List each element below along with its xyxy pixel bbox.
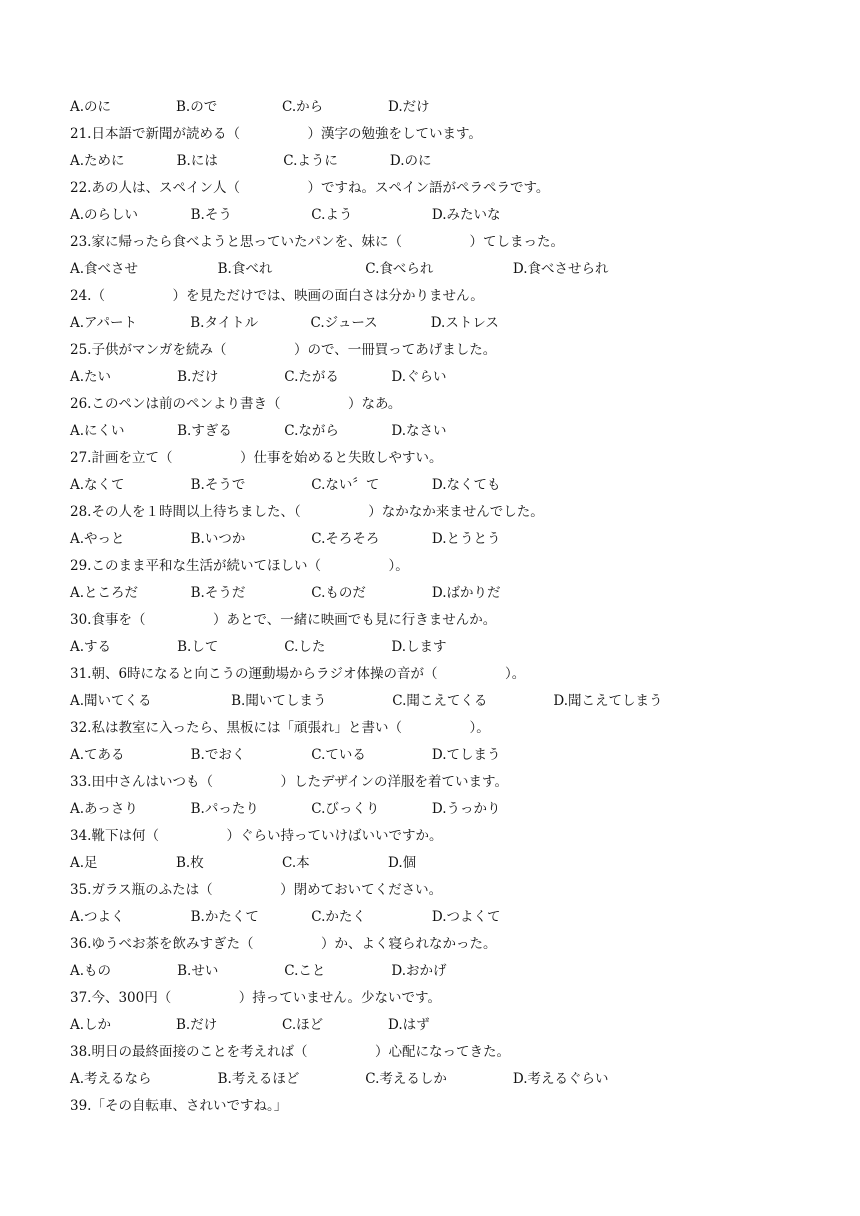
answer-option-b: B.そうだ [190,585,246,601]
answer-option-b: B.聞いてしまう [231,693,327,709]
answer-option-c: C.ている [311,747,366,763]
answer-option-b: B.ので [176,99,218,115]
answer-option-b: B.かたくて [190,909,259,925]
answer-option-b: B.そうで [190,477,246,493]
answer-option-c: C.よう [311,207,353,223]
question-text: 35.ガラス瓶のふたは（ ）閉めておいてください。 [70,882,443,898]
answer-option-a: A.足 [70,855,98,871]
answer-option-c: C.こと [284,963,326,979]
answer-option-d: D.のに [389,153,432,169]
answer-option-c: C.かたく [311,909,366,925]
question-text: 39.「その自転車、されいですね。」 [70,1098,288,1114]
question-text: 28.その人を１時間以上待ちました、（ ）なかなか来ませんでした。 [70,504,544,520]
answer-option-d: D.考えるぐらい [512,1071,609,1087]
question-text: 33.田中さんはいつも（ ）したデザインの洋服を着ています。 [70,774,508,790]
question-text: 34.靴下は何（ ）ぐらい持っていけばいいですか。 [70,828,443,844]
answer-option-d: D.だけ [388,99,430,115]
answer-option-d: D.聞こえてしまう [553,693,663,709]
answer-option-b: B.枚 [176,855,204,871]
answer-option-a: A.もの [70,963,112,979]
answer-option-b: B.そう [190,207,232,223]
answer-option-d: D.します [391,639,447,655]
answer-option-a: A.する [70,639,112,655]
answer-option-c: C.そろそろ [311,531,380,547]
answer-option-d: D.個 [388,855,417,871]
question-text: 29.このまま平和な生活が続いてほしい（ ）。 [70,558,409,574]
answer-option-d: D.ストレス [430,315,499,331]
answer-option-c: C.ほど [282,1017,324,1033]
question-text: 27.計画を立て（ ）仕事を始めると失敗しやすい。 [70,450,443,466]
answer-option-a: A.のらしい [70,207,139,223]
answer-option-d: D.ばかりだ [431,585,501,601]
answer-option-c: C.ように [283,153,338,169]
answer-option-b: B.には [176,153,218,169]
answer-option-c: C.食べられ [365,261,434,277]
answer-option-b: B.いつか [190,531,246,547]
answer-option-a: A.のに [70,99,112,115]
answer-option-b: B.すぎる [177,423,232,439]
answer-option-c: C.から [282,99,324,115]
answer-option-b: B.タイトル [190,315,259,331]
question-text: 32.私は教室に入ったら、黒板には「頑張れ」と書い（ ）。 [70,720,490,736]
answer-option-c: C.びっくり [311,801,380,817]
answer-option-b: B.せい [177,963,219,979]
question-text: 22.あの人は、スペイン人（ ）ですね。スペイン語がペラペラです。 [70,180,550,196]
question-text: 23.家に帰ったら食べようと思っていたパンを、妹に（ ）てしまった。 [70,234,564,250]
answer-option-b: B.だけ [177,369,219,385]
answer-option-c: C.たがる [284,369,339,385]
answer-option-c: C.ジュース [310,315,378,331]
answer-option-d: D.はず [388,1017,430,1033]
answer-option-a: A.聞いてくる [70,693,152,709]
answer-option-a: A.しか [70,1017,112,1033]
answer-option-a: A.やっと [70,531,125,547]
answer-option-d: D.なさい [391,423,447,439]
answer-option-c: C.ながら [284,423,339,439]
question-text: 38.明日の最終面接のことを考えれば（ ）心配になってきた。 [70,1044,510,1060]
answer-option-c: C.ものだ [311,585,366,601]
answer-option-a: A.なくて [70,477,125,493]
answer-option-a: A.あっさり [70,801,138,817]
answer-option-b: B.食べれ [217,261,273,277]
question-text: 26.このペンは前のペンより書き（ ）なあ。 [70,396,402,412]
answer-option-d: D.うっかり [431,801,501,817]
answer-option-a: A.にくい [70,423,125,439]
question-text: 25.子供がマンガを続み（ ）ので、一冊買ってあげました。 [70,342,497,358]
question-text: 31.朝、6時になると向こうの運動場からラジオ体操の音が（ ）。 [70,666,526,682]
question-text: 21.日本語で新聞が読める（ ）漢字の勉強をしています。 [70,126,482,142]
question-text: 37.今、300円（ ）持っていません。少ないです。 [70,990,441,1006]
answer-option-b: B.だけ [176,1017,218,1033]
answer-option-b: B.考えるほど [217,1071,300,1087]
answer-option-a: A.ために [70,153,125,169]
answer-option-b: B.でおく [190,747,246,763]
answer-option-a: A.食べさせ [70,261,139,277]
answer-option-d: D.食べさせられ [512,261,609,277]
answer-option-d: D.なくても [431,477,501,493]
answer-option-b: B.パったり [190,801,259,817]
answer-option-a: A.アパート [70,315,137,331]
answer-option-c: C.本 [282,855,310,871]
answer-option-d: D.ぐらい [391,369,447,385]
answer-option-c: C.した [284,639,326,655]
answer-option-c: C.聞こえてくる [392,693,488,709]
answer-option-d: D.てしまう [431,747,501,763]
answer-option-a: A.てある [70,747,125,763]
answer-option-b: B.して [177,639,219,655]
question-text: 36.ゆうべお茶を飲みすぎた（ ）か、よく寝られなかった。 [70,936,497,952]
answer-option-c: C.考えるしか [365,1071,447,1087]
answer-option-d: D.みたいな [431,207,501,223]
question-text: 30.食事を（ ）あとで、一緒に映画でも見に行きませんか。 [70,612,497,628]
answer-option-d: D.とうとう [431,531,501,547]
answer-option-a: A.つよく [70,909,125,925]
answer-option-a: A.ところだ [70,585,139,601]
answer-option-c: C.ない〞て [311,477,380,493]
answer-option-a: A.たい [70,369,112,385]
answer-option-d: D.おかげ [391,963,447,979]
answer-option-a: A.考えるなら [70,1071,152,1087]
answer-option-d: D.つよくて [431,909,501,925]
question-text: 24.（ ）を見ただけでは、映画の面白さは分かりません。 [70,288,484,304]
